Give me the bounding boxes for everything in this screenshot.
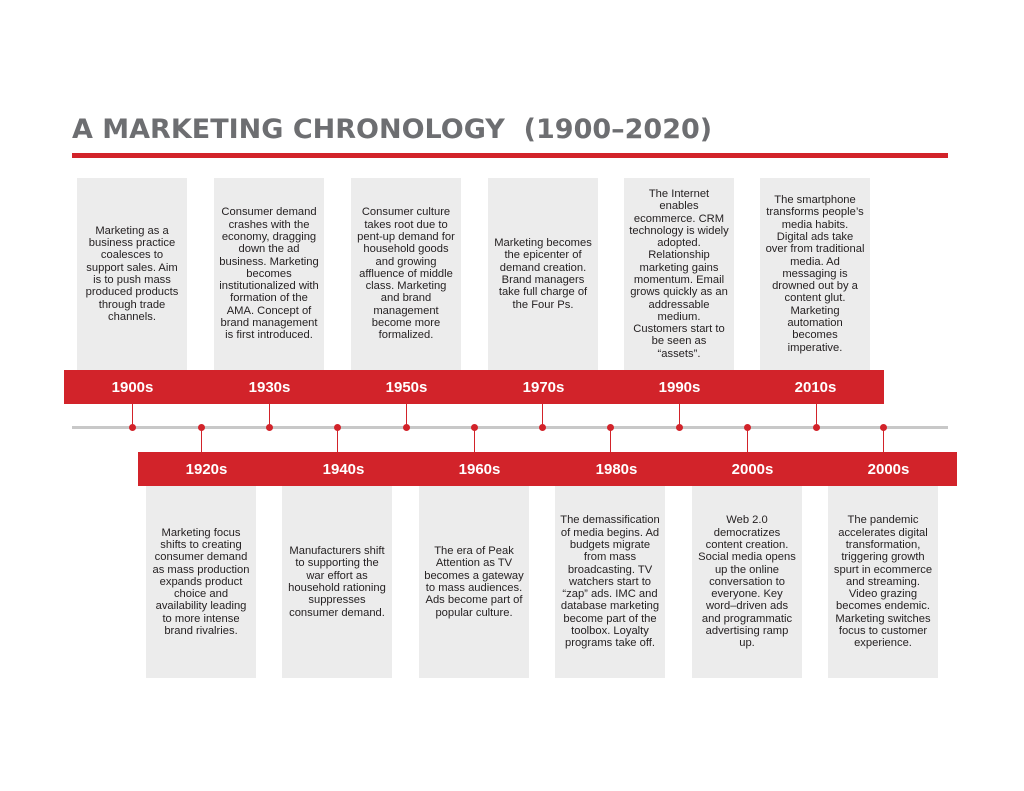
timeline-connector <box>474 428 475 452</box>
event-card <box>282 486 392 678</box>
event-card <box>488 178 598 370</box>
event-description: Web 2.0 democratizes content creation. Social media opens up the online conversation to everyone. Key word–driven ads and programmatic advertising ramp up. <box>698 514 796 650</box>
event-year-label: 1980s <box>548 452 685 486</box>
event-year-label: 2010s <box>747 370 884 404</box>
timeline-marker <box>539 424 546 431</box>
page-title: A MARKETING CHRONOLOGY (1900–2020) <box>72 114 713 145</box>
event-card <box>419 486 529 678</box>
event-description: The era of Peak Attention as TV becomes a gateway to mass audiences. Ads become part of popular culture. <box>424 545 524 619</box>
event-description: The pandemic accelerates digital transformation, triggering growth spurt in ecommerce and streaming. Video grazing becomes endemic. Marketing switches focus to customer experience. <box>833 514 933 650</box>
event-description: Consumer demand crashes with the economy, dragging down the ad business. Marketing becomes institutionalized with formation of the AMA. Concept of brand management is first introduced. <box>219 206 319 342</box>
timeline-marker <box>676 424 683 431</box>
event-year-label: 1970s <box>475 370 612 404</box>
timeline-marker <box>813 424 820 431</box>
event-description: Marketing becomes the epicenter of demand creation. Brand managers take full charge of the Four Ps. <box>494 237 592 311</box>
event-description: The demassification of media begins. Ad budgets migrate from mass broadcasting. TV watchers start to “zap” ads. IMC and database marketing become part of the toolbox. Loyalty programs take off. <box>560 514 660 650</box>
timeline-connector <box>883 428 884 452</box>
event-description: Marketing as a business practice coalesces to support sales. Aim is to push mass produced products through trade channels. <box>85 224 179 323</box>
event-year-label: 2000s <box>684 452 821 486</box>
event-card <box>624 178 734 370</box>
event-card <box>146 486 256 678</box>
event-year-label: 1950s <box>338 370 475 404</box>
timeline-connector <box>201 428 202 452</box>
event-card <box>760 178 870 370</box>
timeline-marker <box>403 424 410 431</box>
event-card <box>828 486 938 678</box>
timeline-connector <box>610 428 611 452</box>
title-underline <box>72 153 948 158</box>
event-year-label: 1900s <box>64 370 201 404</box>
event-year-label: 1960s <box>411 452 548 486</box>
timeline-connector <box>337 428 338 452</box>
event-card <box>692 486 802 678</box>
event-card <box>77 178 187 370</box>
event-description: Consumer culture takes root due to pent-up demand for household goods and growing affluence of middle class. Marketing and brand management become more formalized. <box>357 206 455 342</box>
event-year-label: 1920s <box>138 452 275 486</box>
event-year-label: 1940s <box>275 452 412 486</box>
event-card <box>214 178 324 370</box>
timeline-connector <box>747 428 748 452</box>
event-description: Marketing focus shifts to creating consumer demand as mass production expands product choice and availability leading to more intense brand rivalries. <box>152 526 250 638</box>
event-year-label: 2000s <box>820 452 957 486</box>
event-year-label: 1990s <box>611 370 748 404</box>
timeline-marker <box>266 424 273 431</box>
event-card <box>555 486 665 678</box>
event-year-label: 1930s <box>201 370 338 404</box>
event-description: The Internet enables ecommerce. CRM technology is widely adopted. Relationship marketing gains momentum. Email grows quickly as an addressable medium. Customers start to be seen as “assets”. <box>629 187 729 360</box>
timeline-marker <box>129 424 136 431</box>
event-card <box>351 178 461 370</box>
event-description: Manufacturers shift to supporting the war effort as household rationing suppresses consumer demand. <box>288 545 386 619</box>
event-description: The smartphone transforms people’s media habits. Digital ads take over from traditional media. Ad messaging is drowned out by a content glut. Marketing automation becomes imperative. <box>765 194 865 354</box>
